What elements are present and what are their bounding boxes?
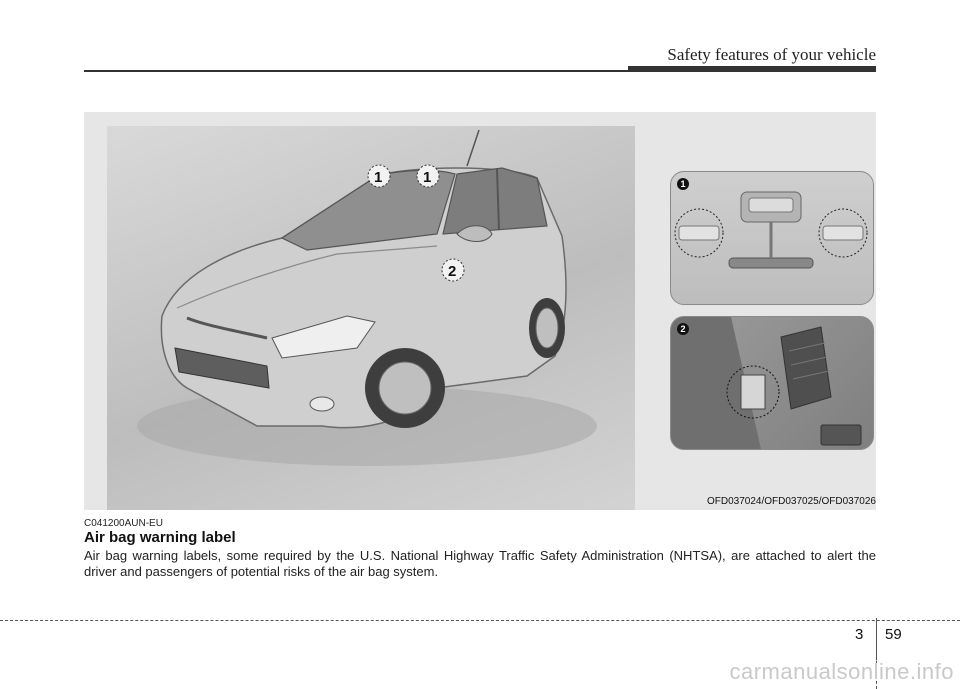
footer-dashed-rule (0, 620, 960, 621)
section-heading: Air bag warning label (84, 529, 236, 546)
car-drawing (107, 126, 635, 510)
inset-2-badge: 2 (677, 323, 689, 335)
sunvisor-drawing (671, 172, 873, 304)
section-code: C041200AUN-EU (84, 518, 163, 529)
callout-1-right: 1 (423, 169, 432, 186)
page-number: 59 (885, 626, 902, 643)
watermark: carmanualsonline.info (729, 659, 954, 684)
callout-1-left: 1 (374, 169, 383, 186)
page-header-title: Safety features of your vehicle (667, 45, 876, 64)
figure-code: OFD037024/OFD037025/OFD037026 (707, 496, 876, 507)
dashboard-drawing (671, 317, 873, 449)
header-rule-accent (628, 66, 876, 71)
section-body: Air bag warning labels, some required by the U.S. National Highway Traffic Safety Administration (NHTSA), are attached to alert the driver and passengers of potential risks of the air bag system. (84, 548, 876, 579)
inset-sunvisor (670, 171, 874, 305)
callout-2: 2 (448, 263, 457, 280)
figure-box (84, 112, 876, 510)
chapter-number: 3 (855, 626, 864, 643)
inset-1-badge: 1 (677, 178, 689, 190)
inset-dashboard (670, 316, 874, 450)
car-illustration (107, 126, 635, 510)
